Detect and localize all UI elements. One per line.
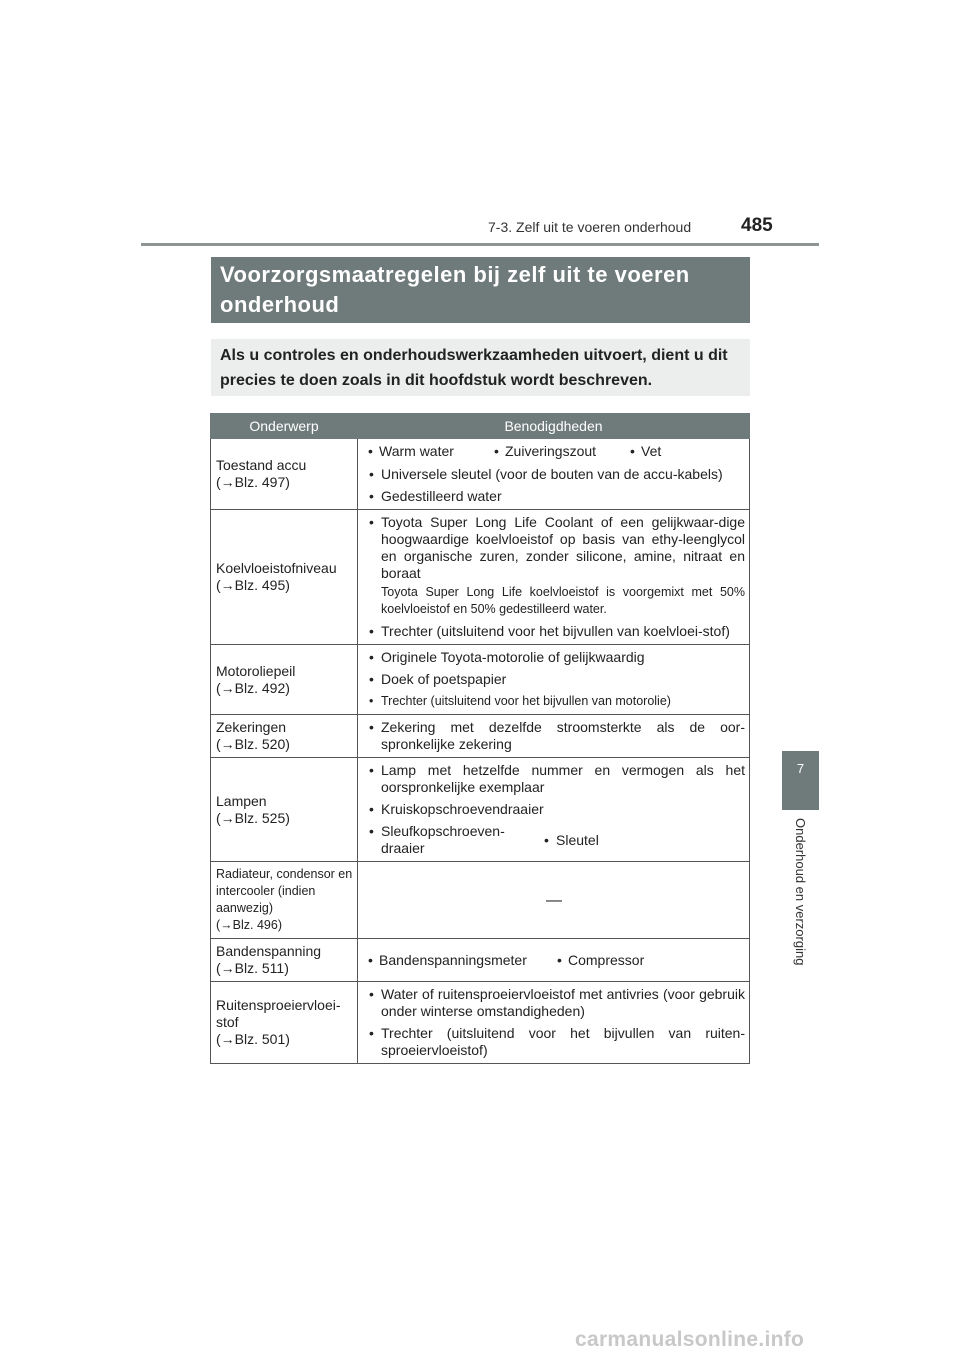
supplies-list — [363, 986, 745, 1059]
page-reference[interactable]: (→Blz. 501) — [216, 1031, 290, 1047]
table-row — [211, 758, 750, 862]
supplies-list — [538, 832, 599, 849]
subject-name: Motoroliepeil — [216, 662, 296, 679]
supplies-list — [363, 823, 538, 857]
column-header: Benodigdheden — [358, 414, 750, 439]
subject-cell — [211, 510, 358, 645]
paired-items — [363, 823, 745, 857]
table-row — [211, 982, 750, 1064]
subject-cell — [211, 715, 358, 758]
supplies-list — [363, 514, 745, 640]
list-item: • Sleutel — [538, 832, 599, 849]
page-reference[interactable]: (→Blz. 496) — [216, 918, 282, 932]
subject-name: Toestand accu — [216, 457, 307, 473]
page-reference[interactable]: (→Blz. 511) — [216, 960, 289, 976]
subject-cell — [211, 645, 358, 715]
list-item: • Trechter (uitsluitend voor het bijvullen van koelvloei-stof) — [363, 623, 745, 640]
supplies-cell-empty: — — [358, 862, 750, 939]
inline-items — [363, 952, 745, 969]
page-number: 485 — [741, 215, 773, 236]
list-item: • Trechter (uitsluitend voor het bijvullen van motorolie) — [363, 693, 745, 710]
subject-name: Radiateur, condensor en intercooler (indien aanwezig) — [216, 867, 353, 915]
list-item: • Gedestilleerd water — [363, 488, 745, 505]
list-item: • Bandenspanningsmeter — [363, 952, 552, 969]
intro-text: Als u controles en onderhoudswerkzaamheden uitvoert, dient u dit precies te doen zoals in dit hoofdstuk wordt beschreven. — [211, 339, 750, 396]
chapter-tab[interactable]: 7 — [782, 751, 819, 810]
list-item: • Trechter (uitsluitend voor het bijvullen van ruiten-sproeiervloeistof) — [363, 1025, 745, 1059]
list-item: • Zuiveringszout — [489, 443, 625, 460]
list-item: • Universele sleutel (voor de bouten van de accu-kabels) — [363, 466, 745, 483]
subject-name: Ruitensproeiervloei-stof — [216, 997, 341, 1030]
list-item: • Warm water — [363, 443, 489, 460]
supplies-cell — [358, 939, 750, 982]
table-row — [211, 939, 750, 982]
list-item: • Sleufkopschroeven-draaier — [363, 823, 538, 857]
header-divider — [141, 243, 819, 246]
chapter-label: Onderhoud en verzorging — [793, 818, 808, 966]
subject-name: Bandenspanning — [216, 943, 322, 959]
inline-items — [363, 443, 745, 460]
subject-cell — [211, 758, 358, 862]
list-item: • Doek of poetspapier — [363, 671, 745, 688]
list-item: • Kruiskopschroevendraaier — [363, 801, 745, 818]
section-header: 7-3. Zelf uit te voeren onderhoud — [488, 219, 692, 235]
subject-cell — [211, 439, 358, 510]
table-header-row — [211, 414, 750, 439]
supplies-cell — [358, 982, 750, 1064]
subject-name: Zekeringen — [216, 719, 287, 735]
page-reference[interactable]: (→Blz. 495) — [216, 577, 290, 593]
list-item: • Compressor — [552, 952, 644, 969]
page-reference[interactable]: (→Blz. 520) — [216, 736, 290, 752]
subject-cell — [211, 939, 358, 982]
supplies-list — [363, 466, 745, 505]
supplies-table — [210, 413, 750, 1064]
list-item: • Originele Toyota-motorolie of gelijkwaardig — [363, 649, 745, 666]
list-item: • Lamp met hetzelfde nummer en vermogen als het oorspronkelijke exemplaar — [363, 762, 745, 796]
page-reference[interactable]: (→Blz. 497) — [216, 474, 290, 490]
supplies-cell — [358, 645, 750, 715]
table-row — [211, 645, 750, 715]
table-row — [211, 439, 750, 510]
page-reference[interactable]: (→Blz. 492) — [216, 679, 290, 696]
supplies-list — [363, 762, 745, 818]
table-row — [211, 510, 750, 645]
supplies-list — [363, 719, 745, 753]
list-item — [363, 514, 745, 618]
list-item: • Vet — [625, 443, 661, 460]
supplies-cell — [358, 715, 750, 758]
table-row — [211, 715, 750, 758]
item-note: Toyota Super Long Life koelvloeistof is voorgemixt met 50% koelvloeistof en 50% gedestilleerd water. — [381, 585, 745, 616]
list-item-text: Toyota Super Long Life Coolant of een gelijkwaar-dige hoogwaardige koelvloeistof op basis van ethy-leenglycol en organische zuren, zonder silicone, amine, nitraat en boraat — [381, 514, 745, 581]
page-title: Voorzorgsmaatregelen bij zelf uit te voeren onderhoud — [211, 257, 750, 323]
list-item: • Water of ruitensproeiervloeistof met antivries (voor gebruik onder winterse omstandigheden) — [363, 986, 745, 1020]
page-reference[interactable]: (→Blz. 525) — [216, 809, 290, 826]
list-item: • Zekering met dezelfde stroomsterkte als de oor-spronkelijke zekering — [363, 719, 745, 753]
supplies-list — [363, 649, 745, 710]
subject-cell — [211, 982, 358, 1064]
supplies-cell — [358, 439, 750, 510]
watermark: carmanualsonline.info — [575, 1328, 805, 1351]
subject-cell — [211, 862, 358, 939]
subject-name: Koelvloeistofniveau — [216, 560, 337, 576]
subject-name: Lampen — [216, 792, 267, 809]
column-header: Onderwerp — [211, 414, 358, 439]
supplies-cell — [358, 758, 750, 862]
table-row — [211, 862, 750, 939]
supplies-cell — [358, 510, 750, 645]
